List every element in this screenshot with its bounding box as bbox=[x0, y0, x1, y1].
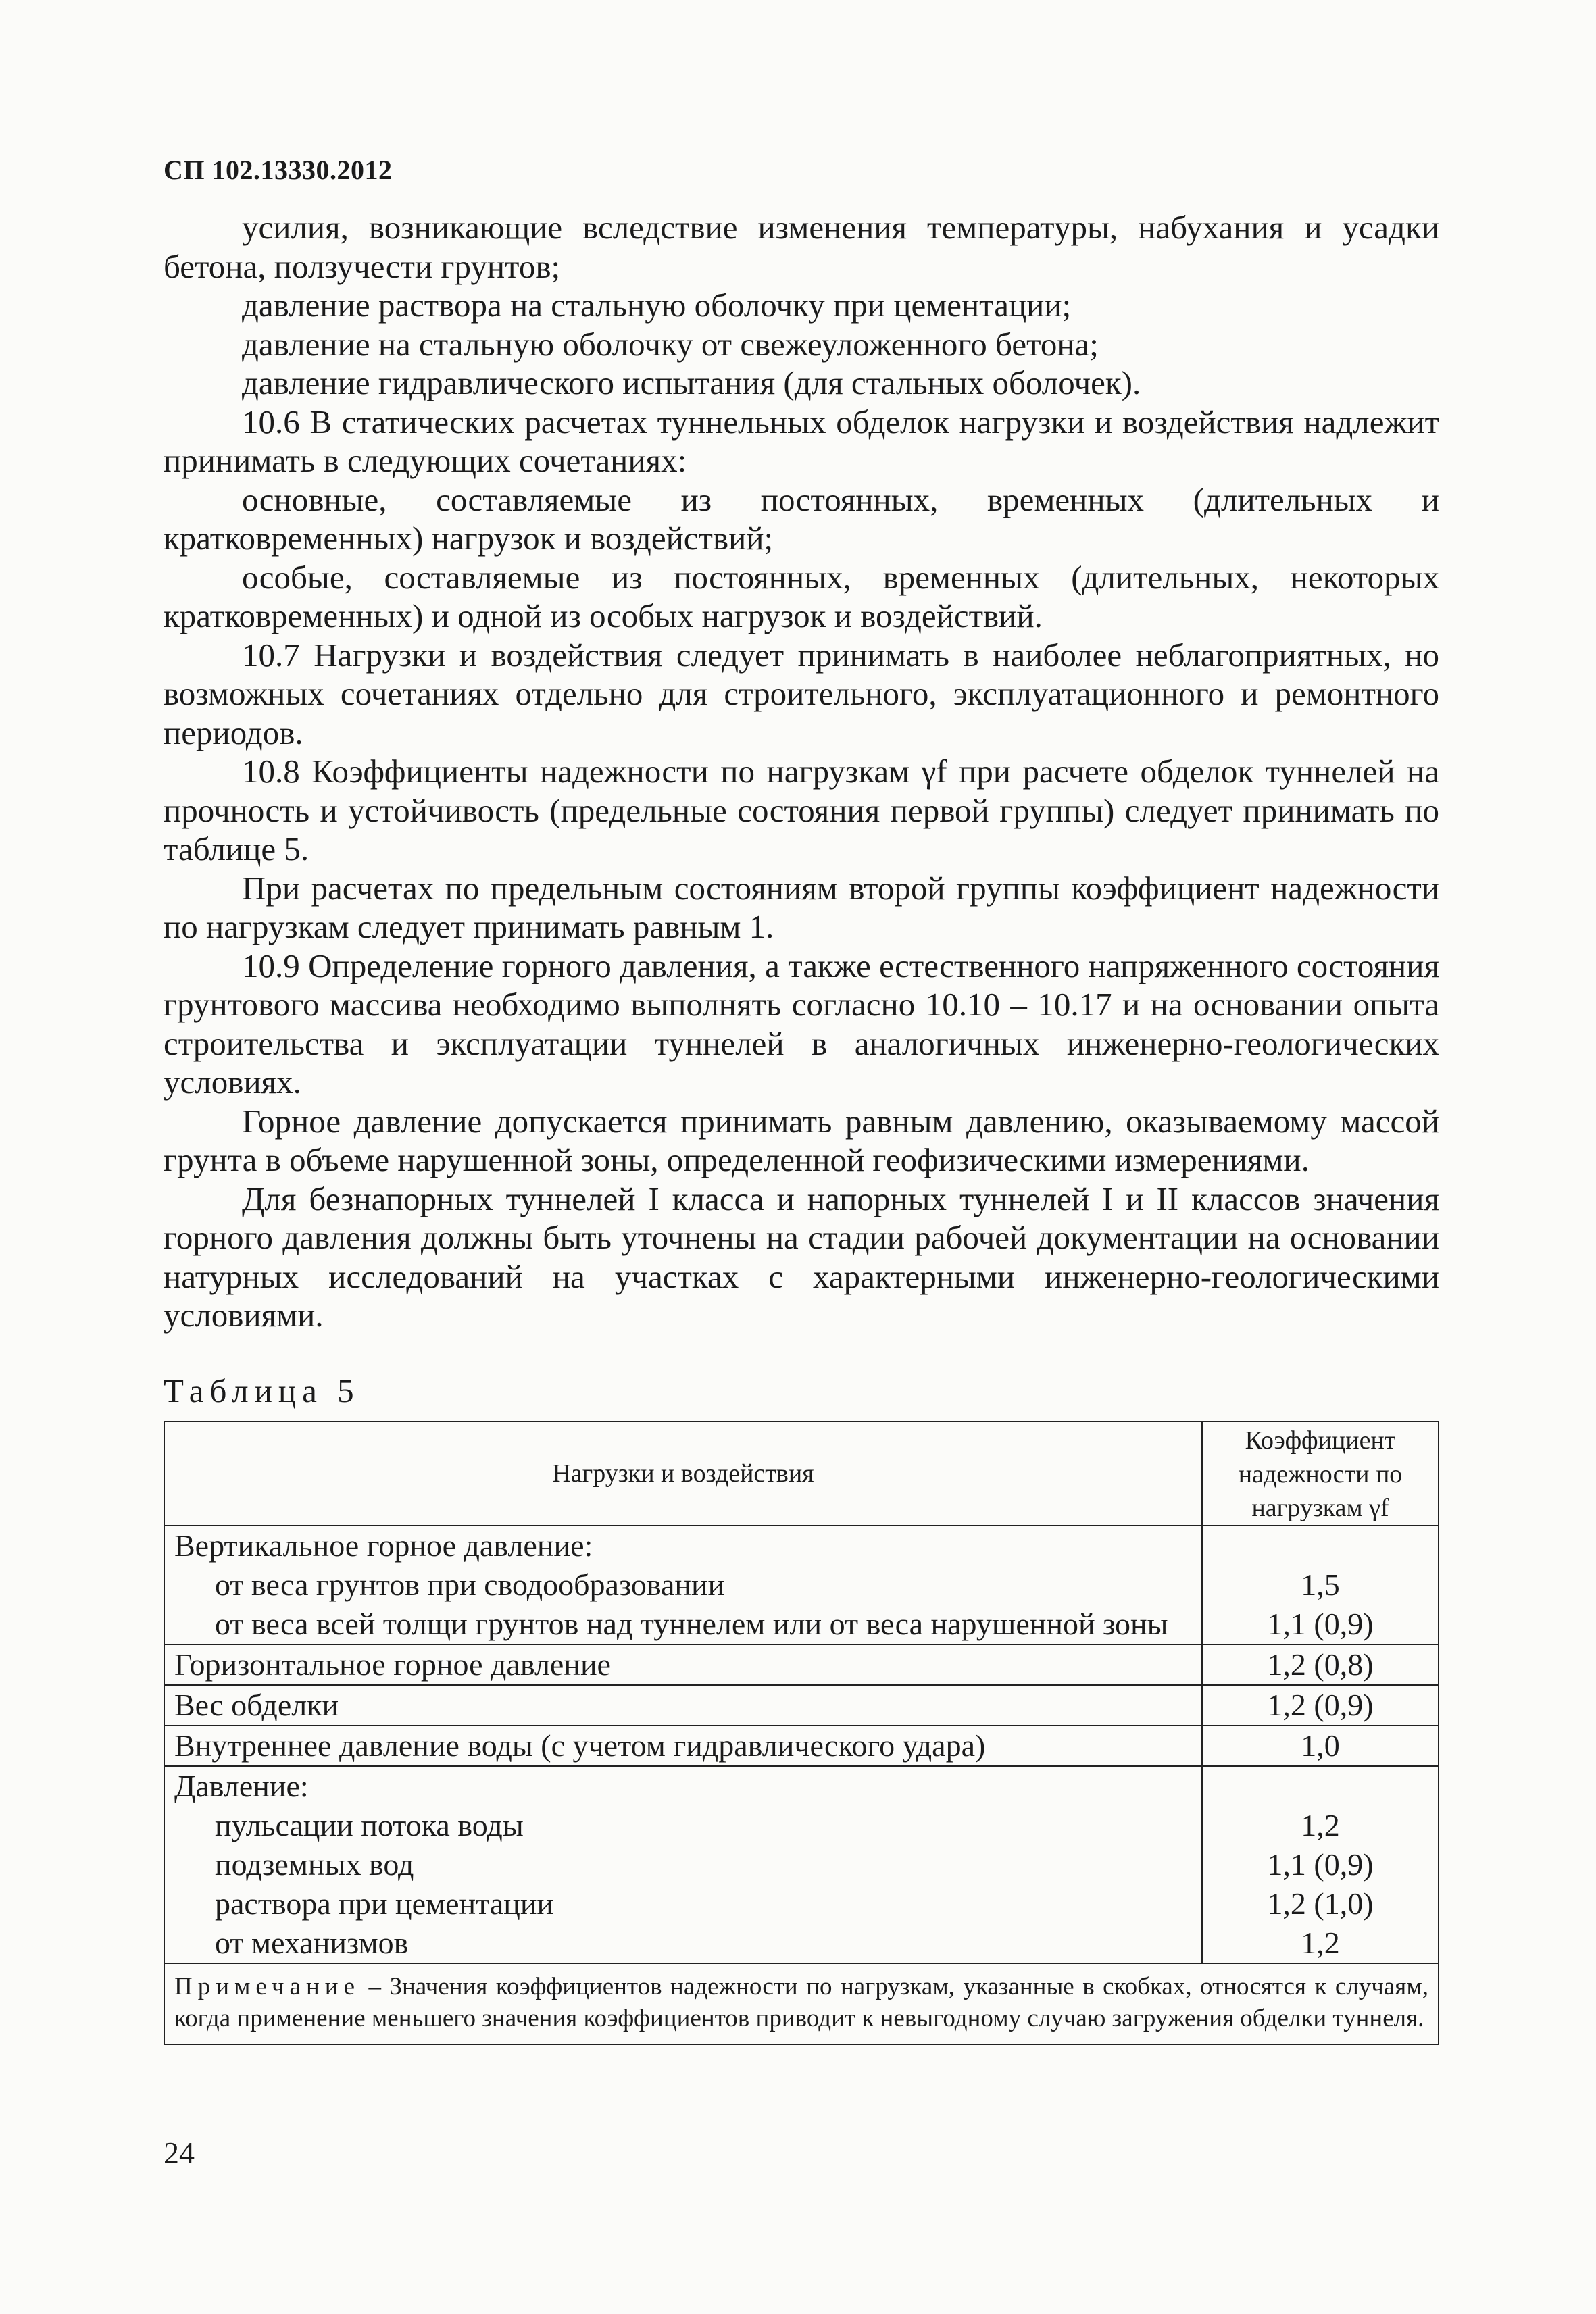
paragraph: особые, составляемые из постоянных, временных (длительных, некоторых кратковременных) и одной из особых нагрузок и воздействий. bbox=[164, 558, 1439, 634]
paragraph-10-6: 10.6 В статических расчетах туннельных обделок нагрузки и воздействия надлежит принимать в следующих сочетаниях: bbox=[164, 403, 1439, 479]
paragraph: усилия, возникающие вследствие изменения температуры, набухания и усадки бетона, ползучести грунтов; bbox=[164, 209, 1439, 285]
row-value: 1,5 bbox=[1301, 1567, 1340, 1602]
table-note-row bbox=[164, 1963, 1439, 2044]
paragraph-10-9: 10.9 Определение горного давления, а также естественного напряженного состояния грунтового массива необходимо выполнять согласно 10.10 – 10.17 и на основании опыта строительства и эксплуатации туннелей в аналогичных инженерно-геологических условиях. bbox=[164, 947, 1439, 1101]
row-label: подземных вод bbox=[215, 1847, 414, 1882]
row-label: пульсации потока воды bbox=[215, 1808, 524, 1842]
table-header-row bbox=[164, 1422, 1439, 1526]
table-row bbox=[164, 1766, 1439, 1963]
note-label: Примечание bbox=[174, 1973, 360, 2001]
row-value: 1,2 (1,0) bbox=[1267, 1886, 1374, 1921]
header-coefficient: Коэффициент надежности по нагрузкам γf bbox=[1202, 1422, 1439, 1526]
paragraph-10-7: 10.7 Нагрузки и воздействия следует принимать в наиболее неблагоприятных, но возможных сочетаниях отдельно для строительного, эксплуатационного и ремонтного периодов. bbox=[164, 636, 1439, 751]
document-code-header: СП 102.13330.2012 bbox=[164, 155, 393, 185]
paragraph: давление гидравлического испытания (для стальных оболочек). bbox=[242, 364, 1141, 401]
row-value: 1,1 (0,9) bbox=[1267, 1607, 1374, 1641]
table-row bbox=[164, 1644, 1439, 1685]
row-label: от механизмов bbox=[215, 1926, 409, 1960]
paragraph: Горное давление допускается принимать равным давлению, оказываемому массой грунта в объеме нарушенной зоны, определенной геофизическими измерениями. bbox=[164, 1102, 1439, 1178]
row-label: от веса грунтов при сводообразовании bbox=[215, 1567, 725, 1602]
row-label: от веса всей толщи грунтов над туннелем или от веса нарушенной зоны bbox=[215, 1607, 1168, 1641]
page-number: 24 bbox=[164, 2136, 195, 2170]
row-label: раствора при цементации bbox=[215, 1886, 554, 1921]
row-value: 1,2 (0,8) bbox=[1202, 1644, 1439, 1685]
row-value: 1,0 bbox=[1202, 1726, 1439, 1766]
table-row bbox=[164, 1526, 1439, 1644]
paragraph: давление на стальную оболочку от свежеуложенного бетона; bbox=[242, 325, 1099, 363]
table-5 bbox=[164, 1421, 1439, 2045]
paragraph: давление раствора на стальную оболочку при цементации; bbox=[242, 286, 1072, 324]
table-row bbox=[164, 1685, 1439, 1726]
table-caption: Таблица 5 bbox=[164, 1372, 360, 1409]
table-row bbox=[164, 1726, 1439, 1766]
body-text bbox=[164, 208, 1439, 1335]
row-value: 1,1 (0,9) bbox=[1267, 1847, 1374, 1882]
row-label: Горизонтальное горное давление bbox=[164, 1644, 1202, 1685]
row-value: 1,2 bbox=[1301, 1808, 1340, 1842]
row-label: Внутреннее давление воды (с учетом гидравлического удара) bbox=[164, 1726, 1202, 1766]
note-text: – Значения коэффициентов надежности по нагрузкам, указанные в скобках, относятся к случаям, когда применение меньшего значения коэффициентов приводит к невыгодному случаю загружения обделки туннеля. bbox=[174, 1973, 1428, 2032]
table-note bbox=[164, 1963, 1439, 2044]
row-value: 1,2 bbox=[1301, 1926, 1340, 1960]
row-value: 1,2 (0,9) bbox=[1202, 1685, 1439, 1726]
paragraph-10-8: 10.8 Коэффициенты надежности по нагрузкам γf при расчете обделок туннелей на прочность и устойчивость (предельные состояния первой группы) следует принимать по таблице 5. bbox=[164, 753, 1439, 867]
paragraph: При расчетах по предельным состояниям второй группы коэффициент надежности по нагрузкам следует принимать равным 1. bbox=[164, 869, 1439, 945]
header-loads: Нагрузки и воздействия bbox=[164, 1422, 1202, 1526]
paragraph: Для безнапорных туннелей I класса и напорных туннелей I и II классов значения горного давления должны быть уточнены на стадии рабочей документации на основании натурных исследований на участках с характерными инженерно-геологическими условиями. bbox=[164, 1180, 1439, 1334]
group-title: Вертикальное горное давление: bbox=[174, 1528, 593, 1563]
paragraph: основные, составляемые из постоянных, временных (длительных и кратковременных) нагрузок и воздействий; bbox=[164, 480, 1439, 557]
group-title: Давление: bbox=[174, 1769, 309, 1803]
row-label: Вес обделки bbox=[164, 1685, 1202, 1726]
